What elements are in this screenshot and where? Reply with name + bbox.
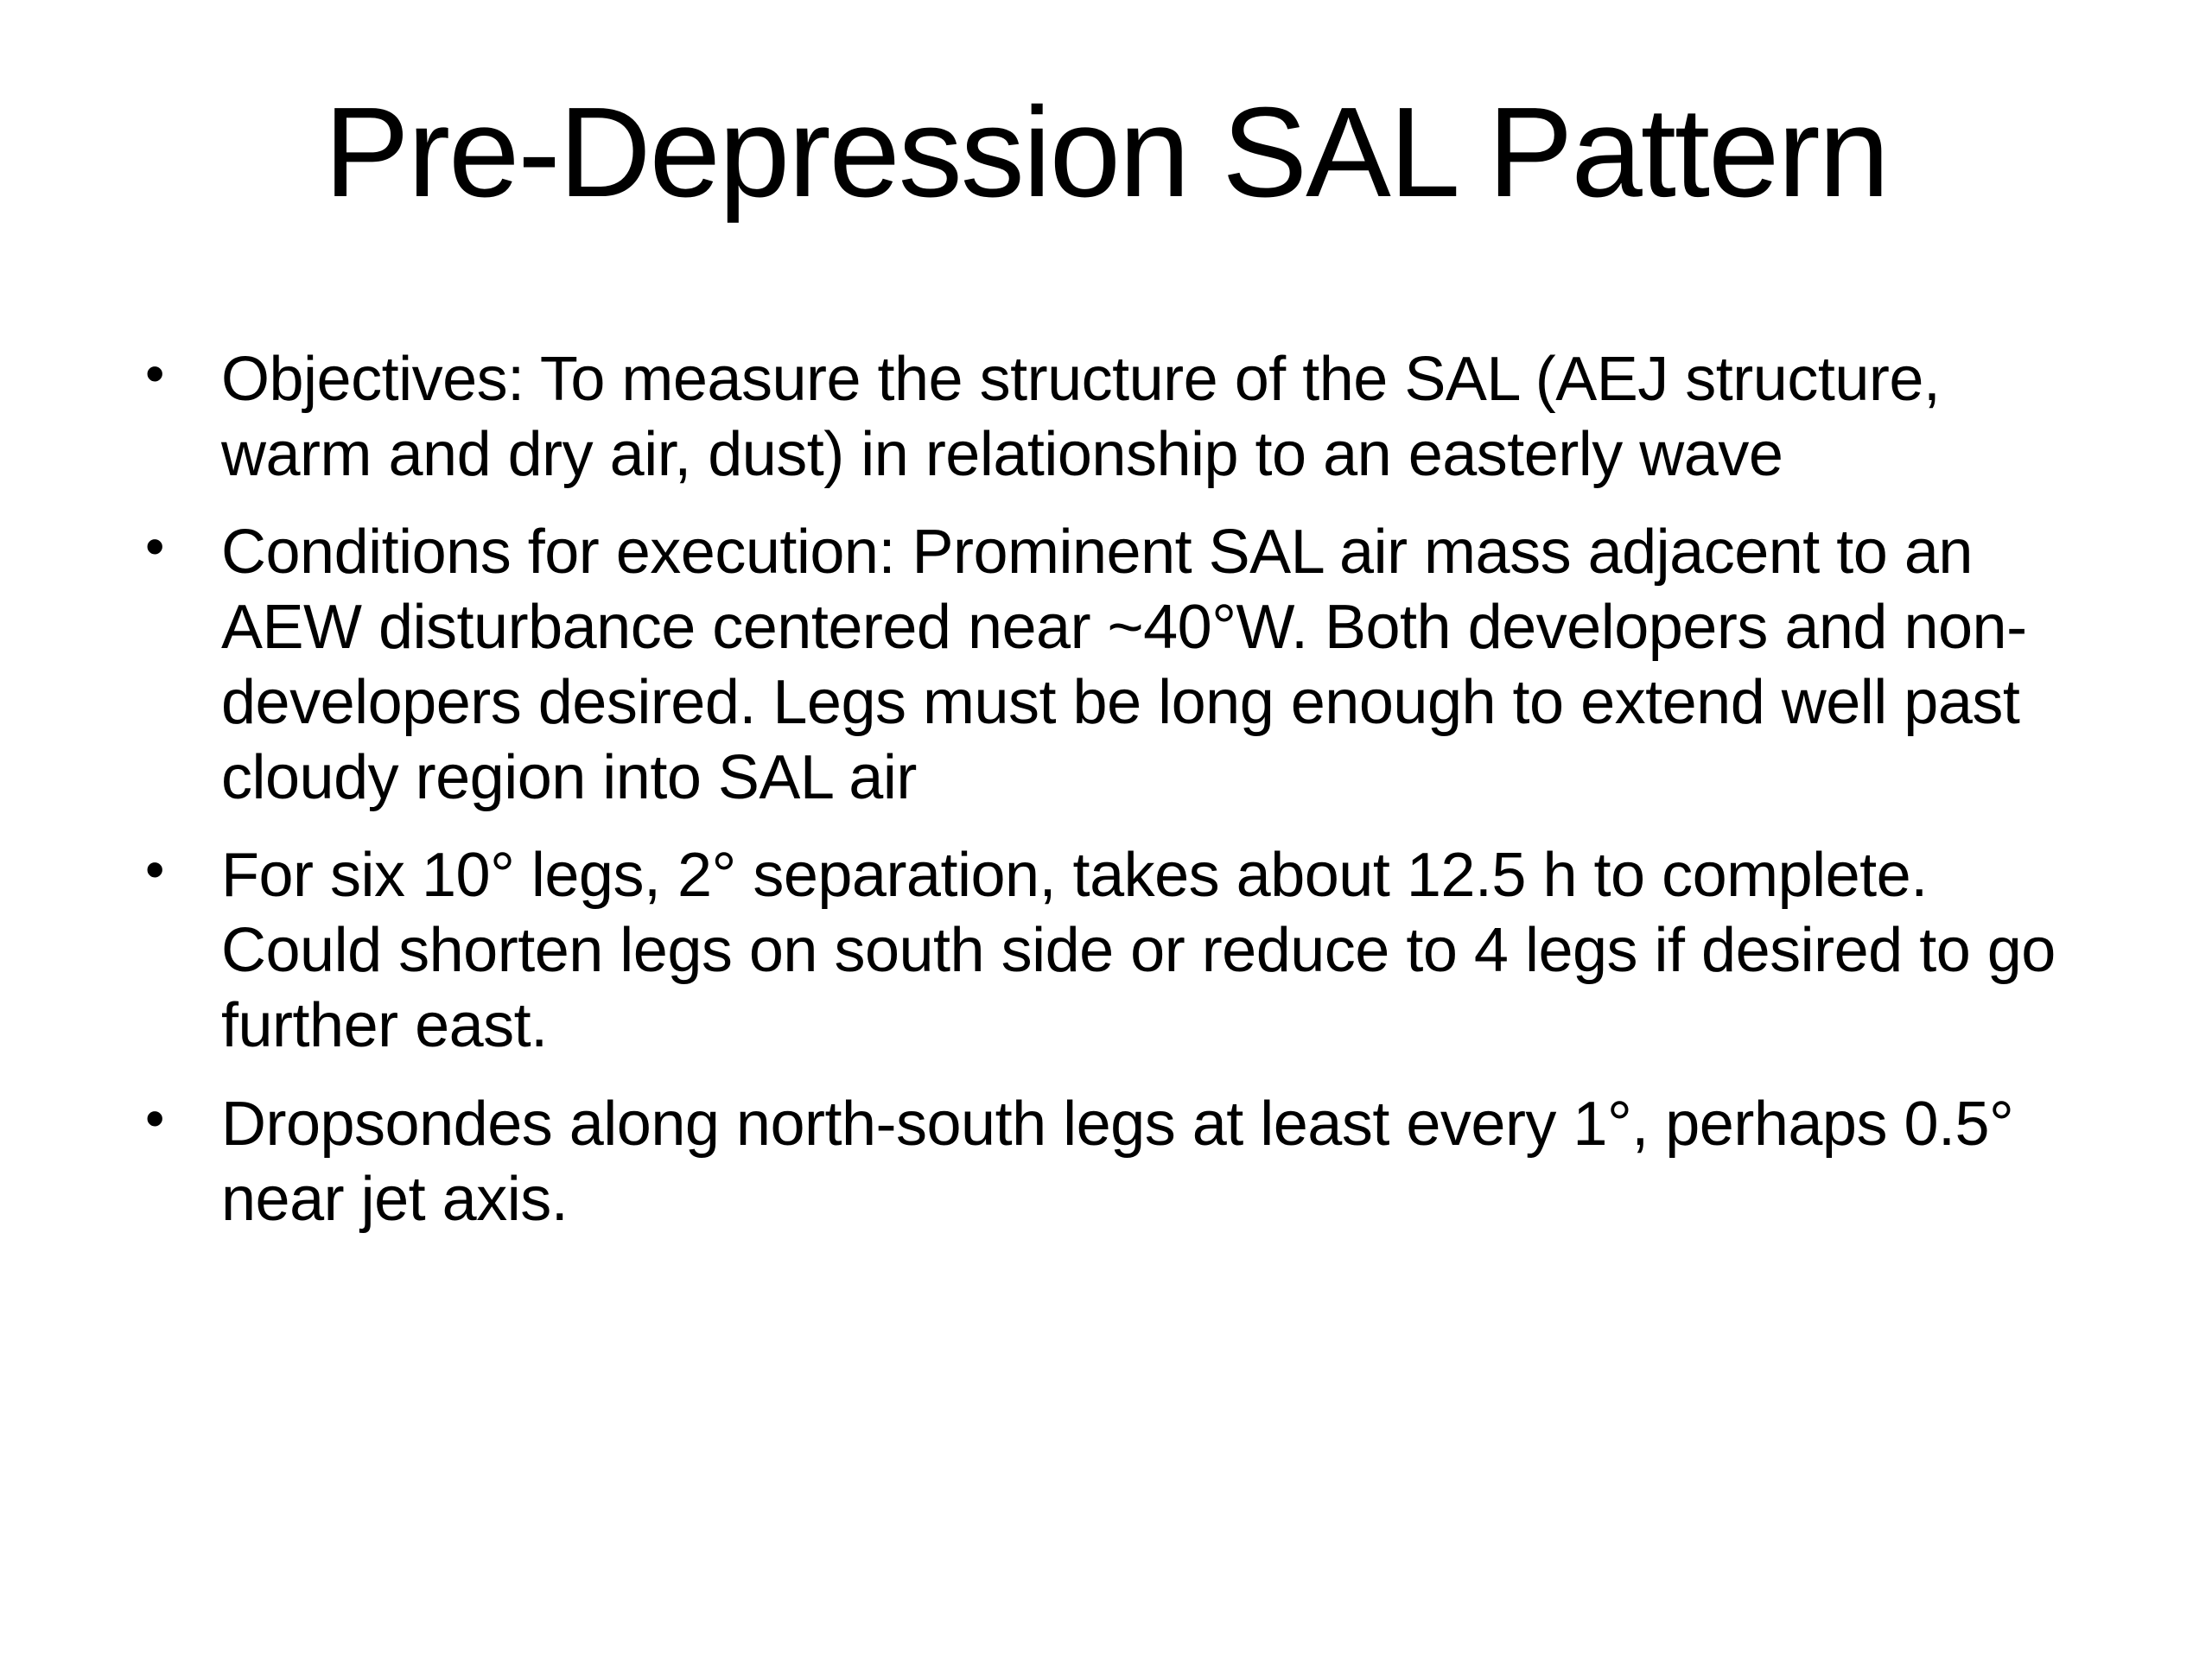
bullet-text: For six 10° legs, 2° separation, takes about 12.5 h to complete. Could shorten legs on south side or reduce to 4 legs if desired to go further east. <box>221 841 2056 1061</box>
list-item <box>145 515 2072 816</box>
list-item <box>145 1087 2072 1237</box>
bullet-text: Objectives: To measure the structure of the SAL (AEJ structure, warm and dry air, dust) in relationship to an easterly wave <box>221 344 1941 489</box>
slide-title: Pre-Depression SAL Pattern <box>324 81 1888 224</box>
bullet-text: Dropsondes along north-south legs at least every 1°, perhaps 0.5° near jet axis. <box>221 1089 2014 1234</box>
bullet-icon: • <box>145 341 164 404</box>
list-item <box>145 838 2072 1064</box>
bullet-icon: • <box>145 838 164 901</box>
list-item <box>145 342 2072 493</box>
bullet-icon: • <box>145 514 164 577</box>
bullet-icon: • <box>145 1086 164 1149</box>
presentation-slide <box>0 76 2212 1659</box>
bullet-text: Conditions for execution: Prominent SAL air mass adjacent to an AEW disturbance centered near ~40°W. Both developers and non-developers desired. Legs must be long enough to extend well past cloudy region into SAL air <box>221 517 2027 813</box>
bullet-list <box>145 342 2072 1237</box>
